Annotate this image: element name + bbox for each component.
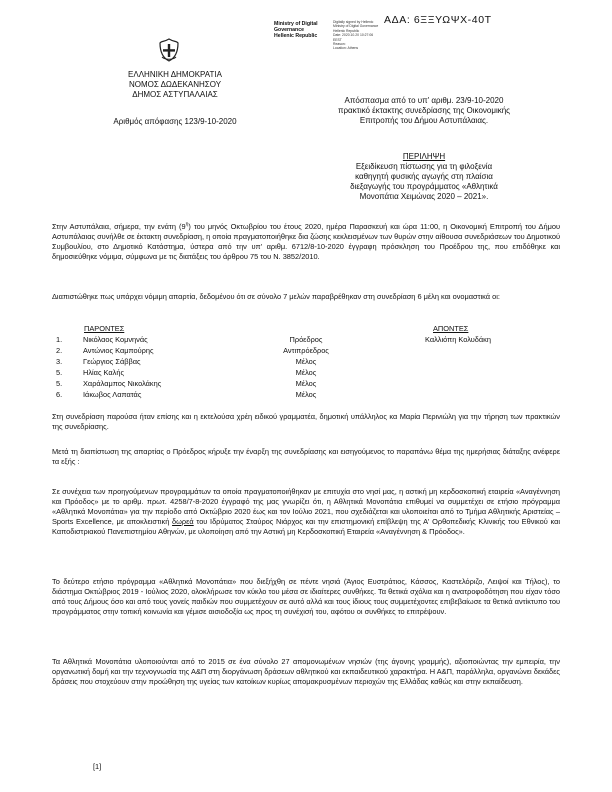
signature-detail-line: Ministry of Digital Governance — [333, 24, 379, 29]
paragraph-opening: Μετά τη διαπίστωση της απαρτίας ο Πρόεδρος κήρυξε την έναρξη της συνεδρίασης και εισηγούμενος το παραπάνω θέμα της ημερήσιας διάταξης ανέφερε τα εξής : — [52, 447, 560, 466]
authority-line: ΝΟΜΟΣ ΔΩΔΕΚΑΝΗΣΟΥ — [128, 80, 222, 89]
paragraph-background: Τα Αθλητικά Μονοπάτια υλοποιούνται από το 2015 σε ένα σύνολο 27 απομονωμένων νησιών (της άγονης γραμμής), αξιοποιώντας την εμπειρία, την οργανωτική δομή και την τεχνογνωσία της Α&Π στη διοργάνωση δράσεων αθλητικού και εκπαιδευτικού χαρακτήρα. Η Α&Π, παράλληλα, οργανώνει δεκάδες δράσεις που στοχεύουν στην προώθηση της υγείας των κατοίκων κυρίως απομακρυσμένων περιοχών της Ελλάδας καθώς και στην εκπαίδευση. — [52, 657, 560, 686]
attendee-number: 3. — [56, 357, 63, 366]
signature-issuer-line: Governance — [274, 27, 304, 33]
attendee-name: Γεώργιος Σάββας — [83, 357, 141, 366]
absent-header: ΑΠΟΝΤΕΣ — [433, 324, 469, 333]
attendee-number: 2. — [56, 346, 63, 355]
signature-detail-line: EEST — [333, 37, 342, 42]
attendee-row — [56, 357, 396, 367]
page-number: [1] — [93, 762, 102, 771]
minutes-excerpt — [296, 96, 552, 126]
paragraph-program — [52, 487, 560, 537]
absent-member: Καλλιόπη Κολυδάκη — [425, 335, 491, 344]
paragraph-text: Στην Αστυπάλαια, σήμερα, την ενάτη (9 — [52, 222, 186, 231]
signature-detail-line: Date: 2020.10.20 10:27:06 — [333, 33, 374, 38]
attendee-row — [56, 368, 396, 378]
authority-header — [60, 70, 290, 100]
signature-detail-line: Reason: — [333, 42, 346, 47]
summary-line: διεξαγωγής του προγράμματος «Αθλητικά — [350, 182, 498, 191]
attendee-number: 5. — [56, 379, 63, 388]
attendee-role: Μέλος — [295, 368, 317, 377]
paragraph-meeting-intro — [52, 222, 560, 262]
underlined-word: δωρεά — [172, 517, 194, 526]
paragraph-text: ) του μηνός Οκτωβρίου του έτους 2020, ημέρα Παρασκευή και ώρα 11:00, η Οικονομική Επιτροπή του Δήμου Αστυπάλαιας συνήλθε σε έκτακτη συνεδρίαση, η οποία πραγματοποιήθηκε δια ζώσης κεκλεισμένων των θυρών στην αίθουσα συνεδριάσεων του Δημοτικού Συμβουλίου, στο Δημοτικό Κατάστημα, ύστερα από την υπ' αριθμ. 6712/8-10-2020 έγγραφη πρόσκληση του Προέδρου της, που επιδόθηκε και δημοσιεύθηκε νόμιμα, σύμφωνα με τις διατάξεις του άρθρου 75 του Ν. 3852/2010. — [52, 222, 561, 261]
attendee-role: Αντιπρόεδρος — [283, 346, 329, 355]
signature-detail-line: Digitally signed by Hellenic — [333, 20, 374, 24]
summary-line: καθηγητή φυσικής αγωγής στη πλαίσια — [355, 172, 493, 181]
attendee-number: 5. — [56, 368, 63, 377]
attendee-row — [56, 335, 396, 345]
summary-line: Εξειδίκευση πίστωσης για τη φιλοξενία — [355, 162, 493, 171]
attendee-name: Νικόλαος Κομνηνάς — [83, 335, 148, 344]
paragraph-secretary: Στη συνεδρίαση παρούσα ήταν επίσης και η εκτελούσα χρέη ειδικού γραμματέα, δημοτική υπάλληλος κα Μαρία Περινιώλη για την τήρηση των πρακτικών της συνεδρίασης. — [52, 412, 560, 431]
attendee-row — [56, 390, 396, 400]
attendee-number: 1. — [56, 335, 63, 344]
authority-line: ΔΗΜΟΣ ΑΣΤΥΠΑΛΑΙΑΣ — [132, 90, 218, 99]
digital-signature-details — [333, 20, 378, 51]
present-header: ΠΑΡΟΝΤΕΣ — [84, 324, 125, 333]
signature-detail-line: Hellenic Republic — [333, 28, 360, 33]
authority-line: ΕΛΛΗΝΙΚΗ ΔΗΜΟΚΡΑΤΙΑ — [128, 70, 222, 79]
attendee-role: Μέλος — [295, 357, 317, 366]
signature-issuer — [274, 21, 318, 39]
signature-issuer-line: Ministry of Digital — [274, 21, 318, 27]
excerpt-line: Επιτροπής του Δήμου Αστυπάλαιας. — [359, 116, 489, 125]
paragraph-previous-program: Το δεύτερο ετήσιο πρόγραμμα «Αθλητικά Μονοπάτια» που διεξήχθη σε πέντε νησιά (Άγιος Ευστράτιος, Κάσσος, Καστελόριζο, Λειψοί και Τήλος), το διάστημα Οκτώβριος 2019 - Ιούλιος 2020, ολοκλήρωσε τον κύκλο του μέσα σε ιδιαίτερες συνθήκες. Τα θετικά σχόλια και η ανατροφοδότηση που είχαν τόσο από τους Δήμους όσο και από τους γονείς παιδιών που συμμετέχουν σε αυτό αλλά και τους ίδιους τους συμμετέχοντες επιβεβαίωσε τα θετικά αντίκτυπο του προγράμματος στην τοπική κοινωνία και γέμισε αισιοδοξία ως προς τη συνέχισή του, αφότου οι συνθήκες το επιτρέψουν. — [52, 577, 560, 616]
signature-issuer-line: Hellenic Republic — [274, 33, 318, 39]
paragraph-text: Σε συνέχεια των προηγούμενων προγραμμάτων τα οποία πραγματοποιήθηκαν με επιτυχία στο νησί μας, η αστική μη κερδοσκοπική εταιρεία «Αναγέννηση και Πρόοδος» με το αριθμ. πρωτ. 4258/7-8-2020 έγγραφό της μας γνωρίζει ότι, η Αθλητικά Μονοπάτια επιθυμεί να συμμετέχει σε ετήσιο πρόγραμμα «Αθλητικά Μονοπάτια» για την περίοδο από Οκτώβριο 2020 έως και τον Ιούλιο 2021, που σχεδιάζεται και υλοποιείται από το Τμήμα Αθλητικής Αριστείας – Sports Excellence, με αποκλειστική — [52, 487, 560, 526]
paragraph-quorum: Διαπιστώθηκε πως υπάρχει νόμιμη απαρτία, δεδομένου ότι σε σύνολο 7 μελών παραβρέθηκαν στη συνεδρίαση 6 μέλη και ονομαστικά οι: — [52, 292, 500, 301]
signature-detail-line: Location: Athens — [333, 46, 359, 51]
attendee-row — [56, 379, 396, 389]
superscript: η — [185, 221, 189, 228]
attendee-role: Μέλος — [295, 379, 317, 388]
summary-line: Μονοπάτια Χειμώνας 2020 – 2021». — [359, 192, 489, 201]
attendee-row — [56, 346, 396, 356]
greek-emblem-icon — [158, 38, 180, 62]
summary-text — [296, 162, 552, 202]
decision-number: Αριθμός απόφασης 123/9-10-2020 — [113, 117, 237, 126]
summary-title: ΠΕΡΙΛΗΨΗ — [402, 152, 446, 161]
attendee-number: 6. — [56, 390, 63, 399]
attendee-name: Χαράλαμπος Νικολάκης — [83, 379, 162, 388]
attendee-role: Πρόεδρος — [289, 335, 323, 344]
attendee-role: Μέλος — [295, 390, 317, 399]
excerpt-line: πρακτικό έκτακτης συνεδρίασης της Οικονομικής — [337, 106, 511, 115]
ada-code: ΑΔΑ: 6ΞΞΥΩΨΧ-40Τ — [384, 14, 492, 26]
excerpt-line: Απόσπασμα από το υπ' αριθμ. 23/9-10-2020 — [344, 96, 504, 105]
attendee-name: Αντώνιος Καμπούρης — [83, 346, 154, 355]
attendee-name: Ηλίας Καλής — [83, 368, 125, 377]
paragraph-text: του Ιδρύματος Σταύρος Νιάρχος και την επιστημονική επίβλεψη της Α' Ορθοπεδικής Κλινικής του Εθνικού και Καποδιστριακού Πανεπιστημίου Αθηνών, με υλοποίηση από την Αστική μη Κερδοσκοπική Εταιρεία «Αναγέννηση & Πρόοδος». — [52, 517, 560, 536]
attendee-name: Ιάκωβος Λαπατάς — [83, 390, 142, 399]
